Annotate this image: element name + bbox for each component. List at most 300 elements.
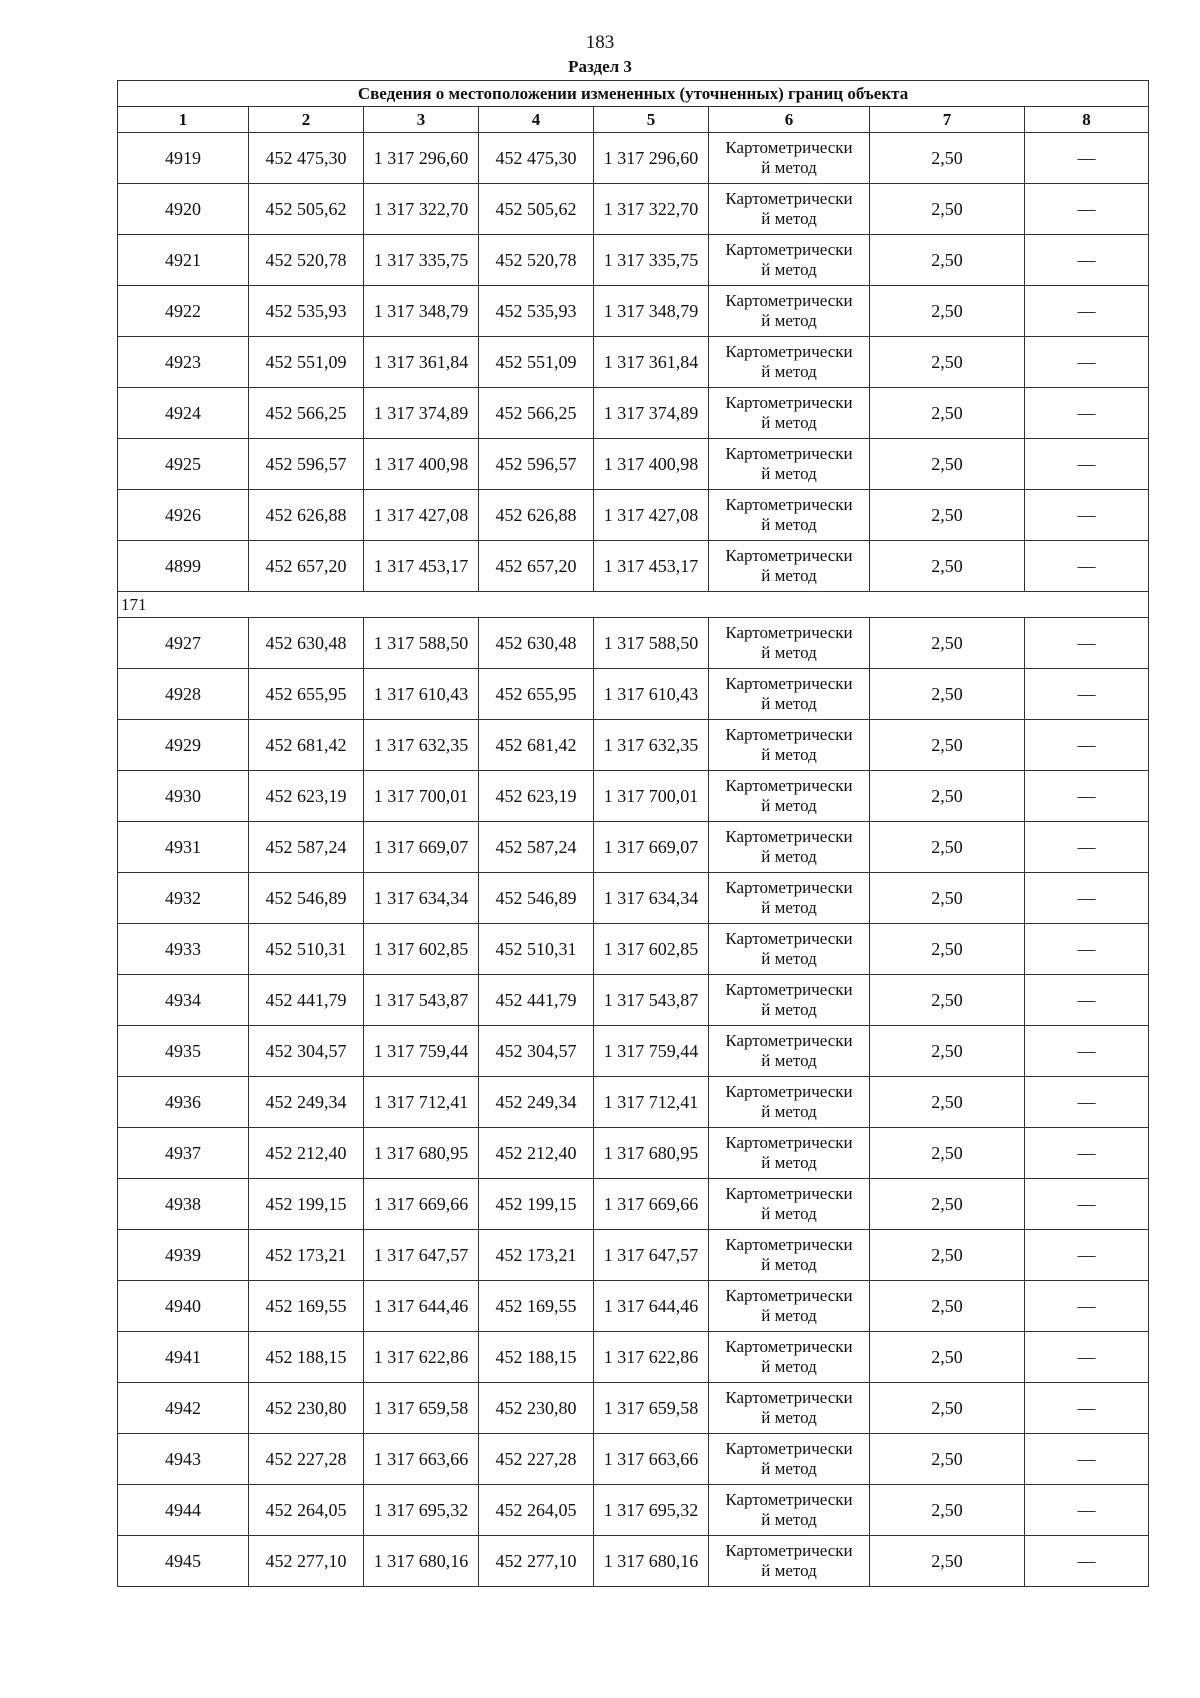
column-header: 5 bbox=[594, 107, 709, 133]
accuracy-cell: 2,50 bbox=[870, 388, 1025, 439]
new-x-cell: 452 655,95 bbox=[479, 669, 594, 720]
new-x-cell: 452 623,19 bbox=[479, 771, 594, 822]
table-row bbox=[118, 1332, 1149, 1383]
new-y-cell: 1 317 322,70 bbox=[594, 184, 709, 235]
point-number-cell: 4929 bbox=[118, 720, 249, 771]
method-text-line: Картометрически bbox=[725, 495, 853, 514]
accuracy-cell: 2,50 bbox=[870, 822, 1025, 873]
existing-x-cell: 452 230,80 bbox=[249, 1383, 364, 1434]
method-text-line: й метод bbox=[761, 515, 817, 534]
method-text-line: Картометрически bbox=[725, 623, 853, 642]
existing-y-cell: 1 317 644,46 bbox=[364, 1281, 479, 1332]
new-y-cell: 1 317 647,57 bbox=[594, 1230, 709, 1281]
existing-x-cell: 452 630,48 bbox=[249, 618, 364, 669]
existing-x-cell: 452 657,20 bbox=[249, 541, 364, 592]
existing-y-cell: 1 317 700,01 bbox=[364, 771, 479, 822]
point-number-cell: 4919 bbox=[118, 133, 249, 184]
new-y-cell: 1 317 602,85 bbox=[594, 924, 709, 975]
description-cell: — bbox=[1025, 822, 1149, 873]
table-row bbox=[118, 924, 1149, 975]
accuracy-cell: 2,50 bbox=[870, 1434, 1025, 1485]
method-text-line: Картометрически bbox=[725, 878, 853, 897]
new-y-cell: 1 317 634,34 bbox=[594, 873, 709, 924]
point-number-cell: 4939 bbox=[118, 1230, 249, 1281]
new-x-cell: 452 681,42 bbox=[479, 720, 594, 771]
column-header: 7 bbox=[870, 107, 1025, 133]
existing-y-cell: 1 317 602,85 bbox=[364, 924, 479, 975]
accuracy-cell: 2,50 bbox=[870, 669, 1025, 720]
method-text-line: Картометрически bbox=[725, 1031, 853, 1050]
method-text-line: Картометрически bbox=[725, 138, 853, 157]
new-y-cell: 1 317 400,98 bbox=[594, 439, 709, 490]
method-text-line: Картометрически bbox=[725, 1133, 853, 1152]
description-cell: — bbox=[1025, 490, 1149, 541]
description-cell: — bbox=[1025, 1026, 1149, 1077]
accuracy-cell: 2,50 bbox=[870, 1026, 1025, 1077]
table-row bbox=[118, 541, 1149, 592]
table-row bbox=[118, 1077, 1149, 1128]
accuracy-cell: 2,50 bbox=[870, 1230, 1025, 1281]
existing-x-cell: 452 169,55 bbox=[249, 1281, 364, 1332]
new-y-cell: 1 317 361,84 bbox=[594, 337, 709, 388]
description-cell: — bbox=[1025, 1230, 1149, 1281]
new-x-cell: 452 535,93 bbox=[479, 286, 594, 337]
description-cell: — bbox=[1025, 184, 1149, 235]
method-text-line: й метод bbox=[761, 1204, 817, 1223]
new-y-cell: 1 317 700,01 bbox=[594, 771, 709, 822]
table-row bbox=[118, 1128, 1149, 1179]
existing-y-cell: 1 317 669,07 bbox=[364, 822, 479, 873]
new-x-cell: 452 441,79 bbox=[479, 975, 594, 1026]
coordinates-table bbox=[117, 80, 1149, 1587]
existing-x-cell: 452 596,57 bbox=[249, 439, 364, 490]
table-row bbox=[118, 618, 1149, 669]
new-y-cell: 1 317 663,66 bbox=[594, 1434, 709, 1485]
column-header: 2 bbox=[249, 107, 364, 133]
accuracy-cell: 2,50 bbox=[870, 924, 1025, 975]
method-cell bbox=[709, 1128, 870, 1179]
description-cell: — bbox=[1025, 286, 1149, 337]
new-x-cell: 452 626,88 bbox=[479, 490, 594, 541]
point-number-cell: 4944 bbox=[118, 1485, 249, 1536]
description-cell: — bbox=[1025, 1434, 1149, 1485]
point-number-cell: 4937 bbox=[118, 1128, 249, 1179]
method-text-line: й метод bbox=[761, 413, 817, 432]
new-y-cell: 1 317 296,60 bbox=[594, 133, 709, 184]
method-cell bbox=[709, 133, 870, 184]
new-y-cell: 1 317 348,79 bbox=[594, 286, 709, 337]
point-number-cell: 4936 bbox=[118, 1077, 249, 1128]
point-number-cell: 4941 bbox=[118, 1332, 249, 1383]
existing-x-cell: 452 249,34 bbox=[249, 1077, 364, 1128]
new-y-cell: 1 317 610,43 bbox=[594, 669, 709, 720]
accuracy-cell: 2,50 bbox=[870, 337, 1025, 388]
existing-x-cell: 452 551,09 bbox=[249, 337, 364, 388]
existing-y-cell: 1 317 453,17 bbox=[364, 541, 479, 592]
new-x-cell: 452 657,20 bbox=[479, 541, 594, 592]
existing-y-cell: 1 317 622,86 bbox=[364, 1332, 479, 1383]
existing-x-cell: 452 188,15 bbox=[249, 1332, 364, 1383]
accuracy-cell: 2,50 bbox=[870, 618, 1025, 669]
point-number-cell: 4943 bbox=[118, 1434, 249, 1485]
point-number-cell: 4922 bbox=[118, 286, 249, 337]
accuracy-cell: 2,50 bbox=[870, 720, 1025, 771]
method-cell bbox=[709, 1179, 870, 1230]
contour-number: 171 bbox=[118, 592, 1149, 618]
method-cell bbox=[709, 286, 870, 337]
point-number-cell: 4934 bbox=[118, 975, 249, 1026]
method-text-line: Картометрически bbox=[725, 776, 853, 795]
table-row bbox=[118, 337, 1149, 388]
accuracy-cell: 2,50 bbox=[870, 975, 1025, 1026]
method-text-line: Картометрически bbox=[725, 189, 853, 208]
point-number-cell: 4932 bbox=[118, 873, 249, 924]
accuracy-cell: 2,50 bbox=[870, 1332, 1025, 1383]
existing-y-cell: 1 317 695,32 bbox=[364, 1485, 479, 1536]
point-number-cell: 4925 bbox=[118, 439, 249, 490]
point-number-cell: 4942 bbox=[118, 1383, 249, 1434]
table-caption: Сведения о местоположении измененных (уточненных) границ объекта bbox=[118, 81, 1149, 107]
description-cell: — bbox=[1025, 133, 1149, 184]
new-x-cell: 452 505,62 bbox=[479, 184, 594, 235]
new-y-cell: 1 317 669,07 bbox=[594, 822, 709, 873]
method-text-line: й метод bbox=[761, 260, 817, 279]
existing-y-cell: 1 317 588,50 bbox=[364, 618, 479, 669]
new-x-cell: 452 230,80 bbox=[479, 1383, 594, 1434]
accuracy-cell: 2,50 bbox=[870, 133, 1025, 184]
table-row bbox=[118, 771, 1149, 822]
column-header-row bbox=[118, 107, 1149, 133]
method-text-line: й метод bbox=[761, 311, 817, 330]
method-text-line: й метод bbox=[761, 1102, 817, 1121]
accuracy-cell: 2,50 bbox=[870, 235, 1025, 286]
existing-x-cell: 452 566,25 bbox=[249, 388, 364, 439]
existing-x-cell: 452 520,78 bbox=[249, 235, 364, 286]
method-text-line: й метод bbox=[761, 464, 817, 483]
method-text-line: Картометрически bbox=[725, 393, 853, 412]
method-cell bbox=[709, 669, 870, 720]
description-cell: — bbox=[1025, 975, 1149, 1026]
method-text-line: Картометрически bbox=[725, 929, 853, 948]
column-header: 1 bbox=[118, 107, 249, 133]
existing-y-cell: 1 317 663,66 bbox=[364, 1434, 479, 1485]
description-cell: — bbox=[1025, 388, 1149, 439]
method-text-line: й метод bbox=[761, 1306, 817, 1325]
page-number: 183 bbox=[585, 32, 615, 53]
method-cell bbox=[709, 873, 870, 924]
method-text-line: й метод bbox=[761, 1510, 817, 1529]
method-cell bbox=[709, 975, 870, 1026]
method-text-line: Картометрически bbox=[725, 1082, 853, 1101]
method-text-line: Картометрически bbox=[725, 1439, 853, 1458]
section-title: Раздел 3 bbox=[568, 57, 632, 76]
point-number-cell: 4920 bbox=[118, 184, 249, 235]
accuracy-cell: 2,50 bbox=[870, 1179, 1025, 1230]
new-x-cell: 452 264,05 bbox=[479, 1485, 594, 1536]
existing-y-cell: 1 317 712,41 bbox=[364, 1077, 479, 1128]
table-row bbox=[118, 184, 1149, 235]
existing-x-cell: 452 212,40 bbox=[249, 1128, 364, 1179]
method-cell bbox=[709, 1383, 870, 1434]
table-row bbox=[118, 1434, 1149, 1485]
method-cell bbox=[709, 771, 870, 822]
new-x-cell: 452 551,09 bbox=[479, 337, 594, 388]
method-text-line: Картометрически bbox=[725, 291, 853, 310]
method-text-line: й метод bbox=[761, 847, 817, 866]
method-cell bbox=[709, 1332, 870, 1383]
method-text-line: й метод bbox=[761, 1255, 817, 1274]
existing-y-cell: 1 317 610,43 bbox=[364, 669, 479, 720]
method-text-line: й метод bbox=[761, 1000, 817, 1019]
method-cell bbox=[709, 1077, 870, 1128]
method-text-line: Картометрически bbox=[725, 827, 853, 846]
existing-x-cell: 452 304,57 bbox=[249, 1026, 364, 1077]
table-row bbox=[118, 975, 1149, 1026]
method-cell bbox=[709, 439, 870, 490]
existing-y-cell: 1 317 759,44 bbox=[364, 1026, 479, 1077]
method-text-line: й метод bbox=[761, 1153, 817, 1172]
new-x-cell: 452 212,40 bbox=[479, 1128, 594, 1179]
method-text-line: й метод bbox=[761, 796, 817, 815]
column-header: 6 bbox=[709, 107, 870, 133]
method-text-line: й метод bbox=[761, 898, 817, 917]
existing-x-cell: 452 173,21 bbox=[249, 1230, 364, 1281]
description-cell: — bbox=[1025, 1332, 1149, 1383]
description-cell: — bbox=[1025, 924, 1149, 975]
existing-x-cell: 452 510,31 bbox=[249, 924, 364, 975]
method-text-line: й метод bbox=[761, 158, 817, 177]
description-cell: — bbox=[1025, 439, 1149, 490]
existing-y-cell: 1 317 680,95 bbox=[364, 1128, 479, 1179]
description-cell: — bbox=[1025, 337, 1149, 388]
description-cell: — bbox=[1025, 1485, 1149, 1536]
description-cell: — bbox=[1025, 1536, 1149, 1587]
existing-y-cell: 1 317 361,84 bbox=[364, 337, 479, 388]
existing-x-cell: 452 277,10 bbox=[249, 1536, 364, 1587]
new-x-cell: 452 520,78 bbox=[479, 235, 594, 286]
method-text-line: Картометрически bbox=[725, 674, 853, 693]
point-number-cell: 4940 bbox=[118, 1281, 249, 1332]
description-cell: — bbox=[1025, 1281, 1149, 1332]
existing-x-cell: 452 535,93 bbox=[249, 286, 364, 337]
accuracy-cell: 2,50 bbox=[870, 1128, 1025, 1179]
new-x-cell: 452 546,89 bbox=[479, 873, 594, 924]
new-y-cell: 1 317 453,17 bbox=[594, 541, 709, 592]
existing-x-cell: 452 623,19 bbox=[249, 771, 364, 822]
method-cell bbox=[709, 541, 870, 592]
method-cell bbox=[709, 1281, 870, 1332]
method-cell bbox=[709, 1230, 870, 1281]
description-cell: — bbox=[1025, 771, 1149, 822]
accuracy-cell: 2,50 bbox=[870, 541, 1025, 592]
method-cell bbox=[709, 1536, 870, 1587]
description-cell: — bbox=[1025, 1077, 1149, 1128]
point-number-cell: 4930 bbox=[118, 771, 249, 822]
point-number-cell: 4945 bbox=[118, 1536, 249, 1587]
point-number-cell: 4924 bbox=[118, 388, 249, 439]
table-row bbox=[118, 490, 1149, 541]
table-row bbox=[118, 235, 1149, 286]
new-x-cell: 452 169,55 bbox=[479, 1281, 594, 1332]
existing-x-cell: 452 546,89 bbox=[249, 873, 364, 924]
new-y-cell: 1 317 335,75 bbox=[594, 235, 709, 286]
new-x-cell: 452 510,31 bbox=[479, 924, 594, 975]
description-cell: — bbox=[1025, 618, 1149, 669]
table-row bbox=[118, 1536, 1149, 1587]
column-header: 8 bbox=[1025, 107, 1149, 133]
existing-x-cell: 452 441,79 bbox=[249, 975, 364, 1026]
new-x-cell: 452 188,15 bbox=[479, 1332, 594, 1383]
method-text-line: Картометрически bbox=[725, 546, 853, 565]
new-x-cell: 452 249,34 bbox=[479, 1077, 594, 1128]
table-row bbox=[118, 1485, 1149, 1536]
column-header: 3 bbox=[364, 107, 479, 133]
description-cell: — bbox=[1025, 541, 1149, 592]
accuracy-cell: 2,50 bbox=[870, 1536, 1025, 1587]
existing-x-cell: 452 475,30 bbox=[249, 133, 364, 184]
method-cell bbox=[709, 618, 870, 669]
description-cell: — bbox=[1025, 669, 1149, 720]
table-row bbox=[118, 1179, 1149, 1230]
method-text-line: й метод bbox=[761, 745, 817, 764]
method-text-line: Картометрически bbox=[725, 1286, 853, 1305]
existing-y-cell: 1 317 374,89 bbox=[364, 388, 479, 439]
description-cell: — bbox=[1025, 873, 1149, 924]
new-y-cell: 1 317 588,50 bbox=[594, 618, 709, 669]
existing-y-cell: 1 317 427,08 bbox=[364, 490, 479, 541]
method-text-line: Картометрически bbox=[725, 980, 853, 999]
new-x-cell: 452 566,25 bbox=[479, 388, 594, 439]
new-x-cell: 452 199,15 bbox=[479, 1179, 594, 1230]
method-cell bbox=[709, 337, 870, 388]
new-y-cell: 1 317 695,32 bbox=[594, 1485, 709, 1536]
column-header: 4 bbox=[479, 107, 594, 133]
new-y-cell: 1 317 644,46 bbox=[594, 1281, 709, 1332]
method-cell bbox=[709, 822, 870, 873]
new-y-cell: 1 317 659,58 bbox=[594, 1383, 709, 1434]
accuracy-cell: 2,50 bbox=[870, 184, 1025, 235]
new-x-cell: 452 227,28 bbox=[479, 1434, 594, 1485]
new-y-cell: 1 317 759,44 bbox=[594, 1026, 709, 1077]
new-x-cell: 452 304,57 bbox=[479, 1026, 594, 1077]
point-number-cell: 4931 bbox=[118, 822, 249, 873]
method-cell bbox=[709, 1485, 870, 1536]
accuracy-cell: 2,50 bbox=[870, 1383, 1025, 1434]
method-text-line: й метод bbox=[761, 209, 817, 228]
description-cell: — bbox=[1025, 235, 1149, 286]
existing-x-cell: 452 264,05 bbox=[249, 1485, 364, 1536]
method-text-line: Картометрически bbox=[725, 725, 853, 744]
method-text-line: й метод bbox=[761, 643, 817, 662]
point-number-cell: 4926 bbox=[118, 490, 249, 541]
table-row bbox=[118, 133, 1149, 184]
new-y-cell: 1 317 632,35 bbox=[594, 720, 709, 771]
existing-x-cell: 452 655,95 bbox=[249, 669, 364, 720]
existing-y-cell: 1 317 322,70 bbox=[364, 184, 479, 235]
existing-y-cell: 1 317 348,79 bbox=[364, 286, 479, 337]
description-cell: — bbox=[1025, 1128, 1149, 1179]
existing-y-cell: 1 317 335,75 bbox=[364, 235, 479, 286]
existing-y-cell: 1 317 400,98 bbox=[364, 439, 479, 490]
new-y-cell: 1 317 374,89 bbox=[594, 388, 709, 439]
description-cell: — bbox=[1025, 1383, 1149, 1434]
new-x-cell: 452 475,30 bbox=[479, 133, 594, 184]
method-cell bbox=[709, 924, 870, 975]
new-x-cell: 452 587,24 bbox=[479, 822, 594, 873]
existing-x-cell: 452 505,62 bbox=[249, 184, 364, 235]
contour-group-row bbox=[118, 592, 1149, 618]
method-text-line: Картометрически bbox=[725, 444, 853, 463]
method-text-line: й метод bbox=[761, 949, 817, 968]
table-row bbox=[118, 720, 1149, 771]
description-cell: — bbox=[1025, 1179, 1149, 1230]
existing-y-cell: 1 317 647,57 bbox=[364, 1230, 479, 1281]
table-row bbox=[118, 822, 1149, 873]
existing-y-cell: 1 317 634,34 bbox=[364, 873, 479, 924]
table-row bbox=[118, 1383, 1149, 1434]
existing-y-cell: 1 317 669,66 bbox=[364, 1179, 479, 1230]
table-row bbox=[118, 388, 1149, 439]
new-x-cell: 452 630,48 bbox=[479, 618, 594, 669]
table-row bbox=[118, 1281, 1149, 1332]
new-y-cell: 1 317 680,95 bbox=[594, 1128, 709, 1179]
new-y-cell: 1 317 427,08 bbox=[594, 490, 709, 541]
accuracy-cell: 2,50 bbox=[870, 1485, 1025, 1536]
existing-x-cell: 452 199,15 bbox=[249, 1179, 364, 1230]
method-text-line: й метод bbox=[761, 1459, 817, 1478]
method-text-line: й метод bbox=[761, 1561, 817, 1580]
accuracy-cell: 2,50 bbox=[870, 439, 1025, 490]
method-text-line: й метод bbox=[761, 1051, 817, 1070]
method-cell bbox=[709, 490, 870, 541]
table-row bbox=[118, 439, 1149, 490]
new-x-cell: 452 596,57 bbox=[479, 439, 594, 490]
description-cell: — bbox=[1025, 720, 1149, 771]
new-y-cell: 1 317 622,86 bbox=[594, 1332, 709, 1383]
new-x-cell: 452 173,21 bbox=[479, 1230, 594, 1281]
method-text-line: й метод bbox=[761, 566, 817, 585]
method-text-line: й метод bbox=[761, 362, 817, 381]
accuracy-cell: 2,50 bbox=[870, 286, 1025, 337]
table-row bbox=[118, 669, 1149, 720]
new-y-cell: 1 317 712,41 bbox=[594, 1077, 709, 1128]
table-row bbox=[118, 873, 1149, 924]
method-text-line: Картометрически bbox=[725, 342, 853, 361]
existing-y-cell: 1 317 632,35 bbox=[364, 720, 479, 771]
method-cell bbox=[709, 1434, 870, 1485]
method-cell bbox=[709, 235, 870, 286]
point-number-cell: 4921 bbox=[118, 235, 249, 286]
point-number-cell: 4927 bbox=[118, 618, 249, 669]
existing-y-cell: 1 317 680,16 bbox=[364, 1536, 479, 1587]
new-x-cell: 452 277,10 bbox=[479, 1536, 594, 1587]
accuracy-cell: 2,50 bbox=[870, 873, 1025, 924]
point-number-cell: 4899 bbox=[118, 541, 249, 592]
method-text-line: Картометрически bbox=[725, 1337, 853, 1356]
new-y-cell: 1 317 680,16 bbox=[594, 1536, 709, 1587]
point-number-cell: 4938 bbox=[118, 1179, 249, 1230]
method-text-line: й метод bbox=[761, 1357, 817, 1376]
method-text-line: Картометрически bbox=[725, 1184, 853, 1203]
point-number-cell: 4928 bbox=[118, 669, 249, 720]
accuracy-cell: 2,50 bbox=[870, 490, 1025, 541]
method-cell bbox=[709, 184, 870, 235]
existing-x-cell: 452 681,42 bbox=[249, 720, 364, 771]
existing-x-cell: 452 227,28 bbox=[249, 1434, 364, 1485]
existing-x-cell: 452 626,88 bbox=[249, 490, 364, 541]
existing-y-cell: 1 317 296,60 bbox=[364, 133, 479, 184]
method-text-line: Картометрически bbox=[725, 1541, 853, 1560]
